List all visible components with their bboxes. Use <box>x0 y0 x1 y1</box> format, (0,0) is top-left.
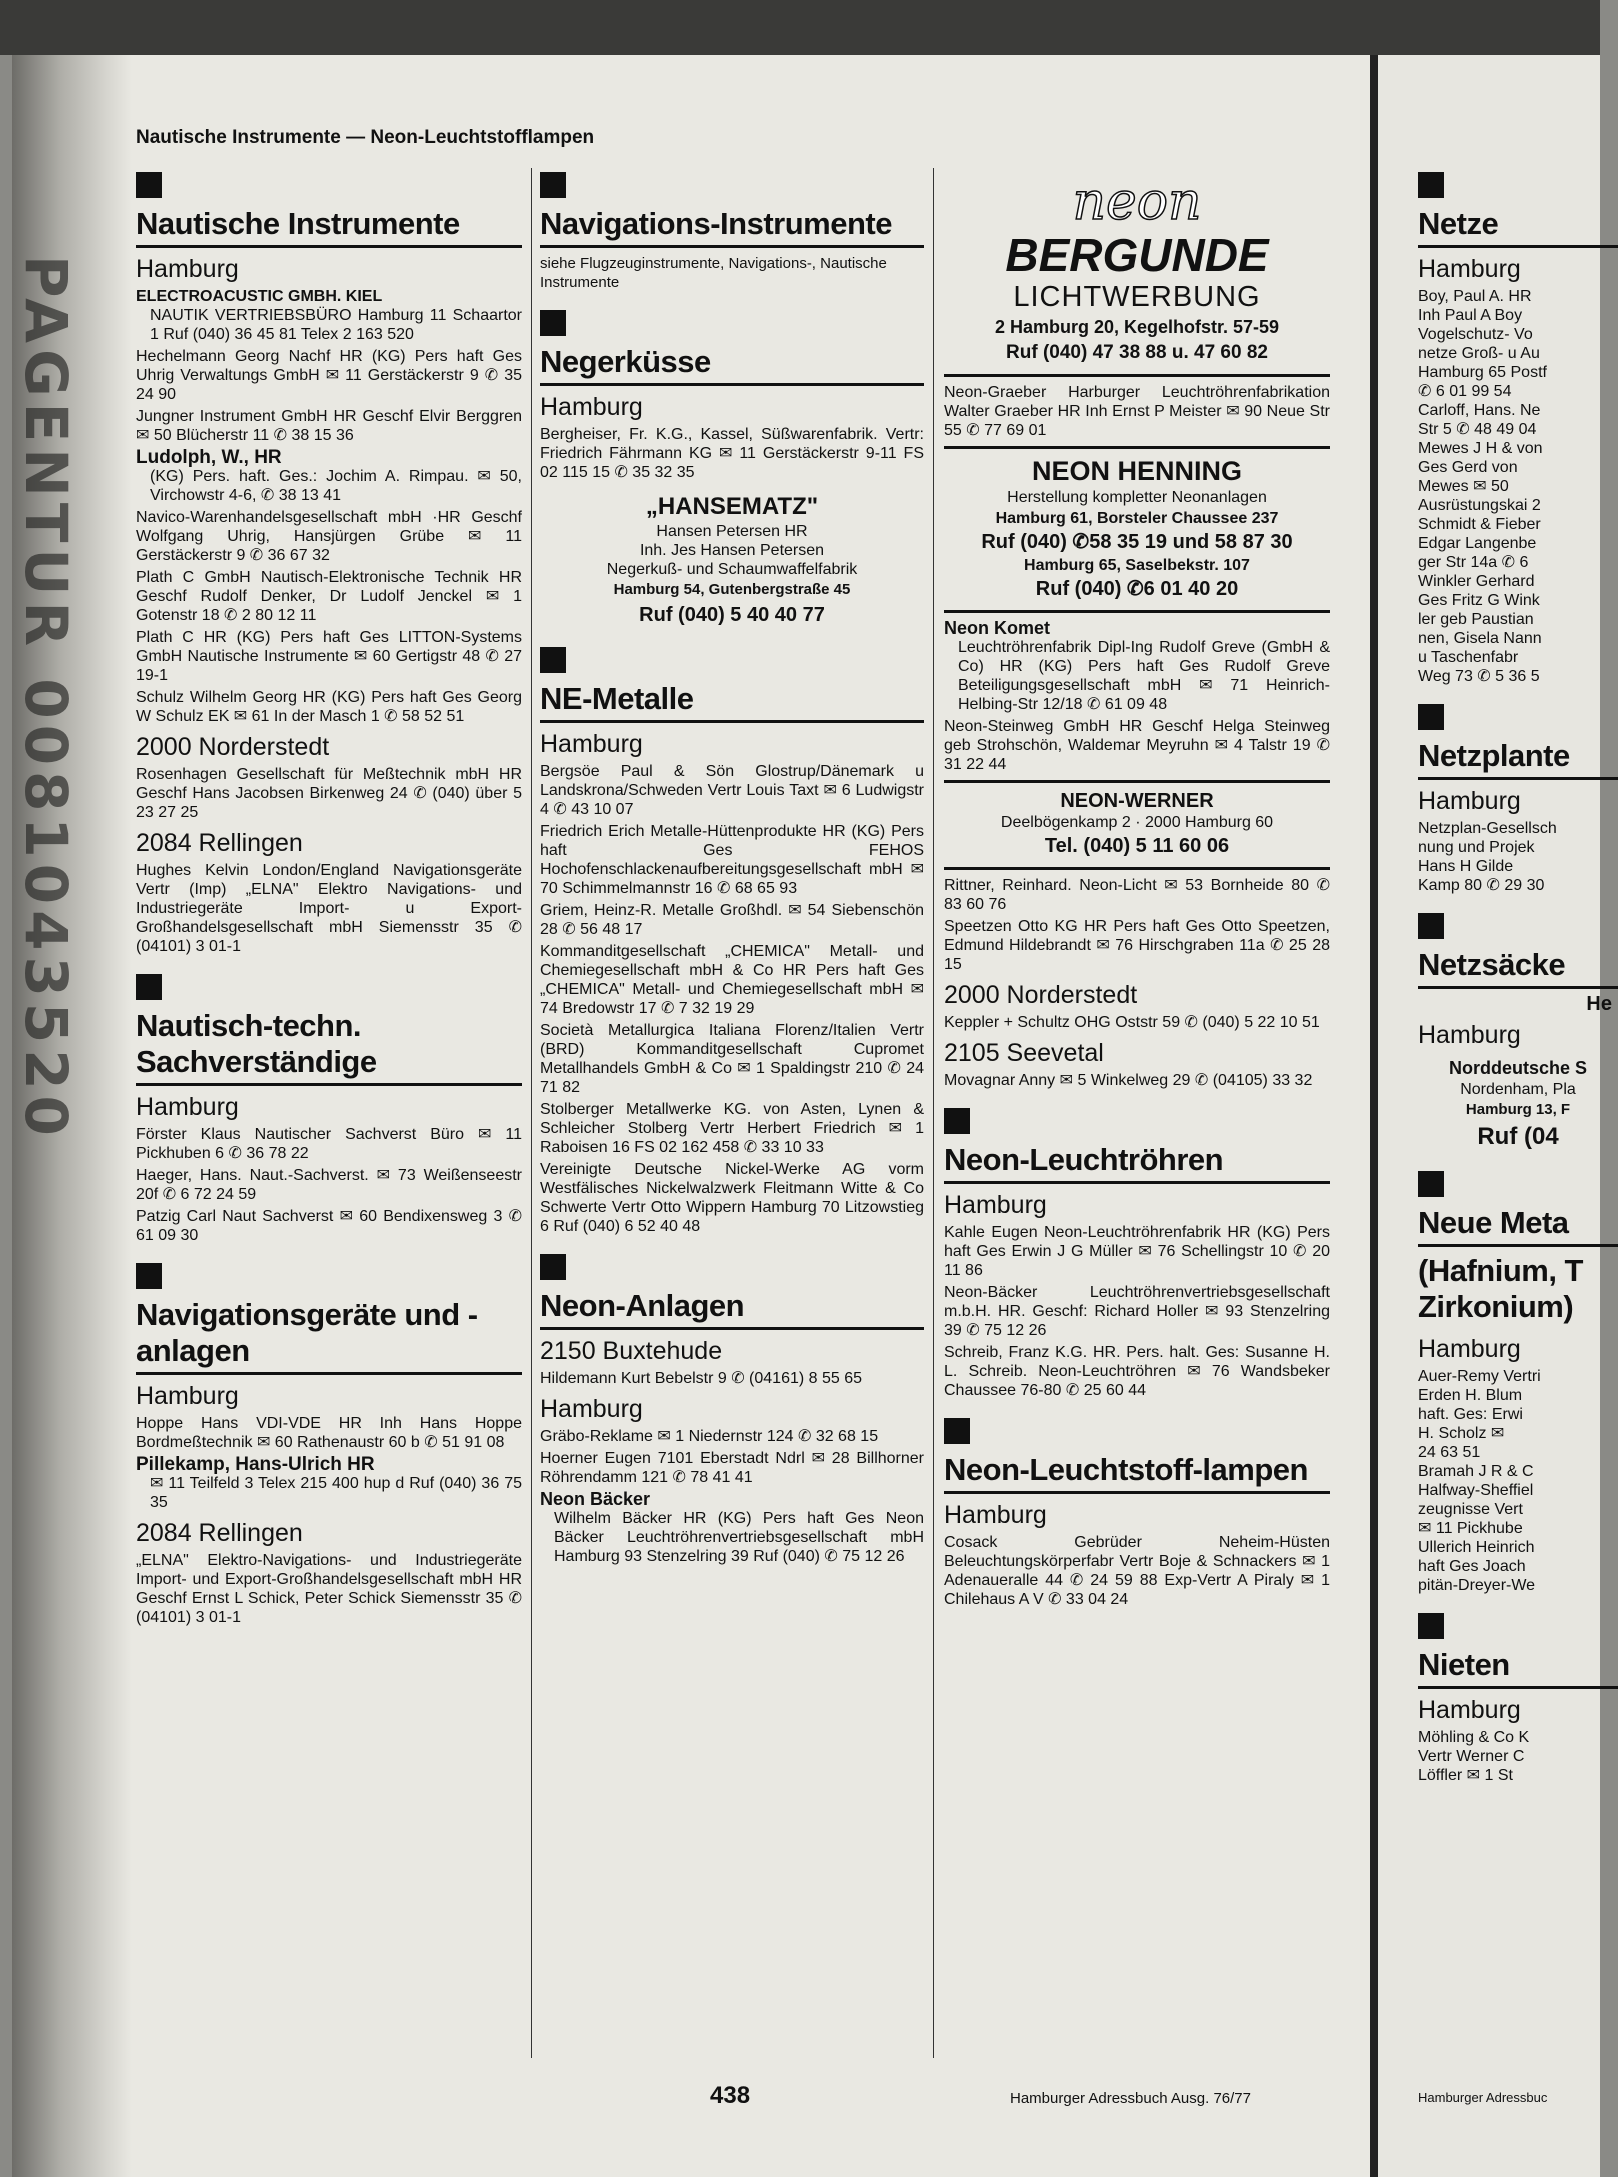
section-marker-icon <box>944 1108 970 1134</box>
entry-line: haft. Ges: Erwi <box>1418 1406 1523 1423</box>
section-marker-icon <box>540 1254 566 1280</box>
page-number: 438 <box>710 2082 751 2109</box>
entry-line: Möhling & Co K <box>1418 1729 1530 1746</box>
section-marker-icon <box>136 1263 162 1289</box>
city-heading: Hamburg <box>1418 1696 1521 1724</box>
section-subtitle: (Hafnium, T Zirkonium) <box>1418 1253 1583 1324</box>
column-1 <box>136 168 522 1630</box>
entry-line: ✉ 11 Pickhube <box>1418 1520 1523 1537</box>
city-heading: Hamburg <box>1418 1021 1521 1049</box>
list-item: Hechelmann Georg Nachf HR (KG) Pers haft Ges Uhrig Verwaltungs GmbH ✉ 11 Gerstäckerstr 9 ✆ 35 24 90 <box>136 348 522 403</box>
list-item: Plath C HR (KG) Pers haft Ges LITTON-Systems GmbH Nautische Instrumente ✉ 60 Gertigstr 48 ✆ 27 19-1 <box>136 629 522 684</box>
section-marker-icon <box>1418 1613 1444 1639</box>
city-heading: 2000 Norderstedt <box>944 981 1138 1009</box>
ad-heading-fragment: He <box>1586 993 1612 1015</box>
entry-line: Halfway-Sheffiel <box>1418 1482 1534 1499</box>
section-title: Navigations-Instrumente <box>540 206 924 248</box>
city-heading: 2105 Seevetal <box>944 1039 1104 1067</box>
section-netzplanung <box>1418 704 1618 895</box>
section-nautische-instrumente <box>136 172 522 956</box>
advertisement-neon-bergunde: neon BERGUNDE LICHTWERBUNG 2 Hamburg 20, Kegelhofstr. 57-59 Ruf (040) 47 38 88 u. 47 60 82 <box>944 168 1330 377</box>
section-marker-icon <box>136 172 162 198</box>
section-negerkuesse <box>540 310 924 629</box>
entry-line: Ges Gerd von <box>1418 459 1518 476</box>
entry-line: nung und Projek <box>1418 839 1535 856</box>
page-footer-right: Hamburger Adressbuc <box>1418 2090 1548 2105</box>
entry-line: Bramah J R & C <box>1418 1463 1534 1480</box>
section-title: Navigationsgeräte und -anlagen <box>136 1297 522 1375</box>
city-heading: 2084 Rellingen <box>136 1519 303 1547</box>
column-rule <box>933 168 934 2058</box>
column-4-right-page <box>1418 168 1618 1785</box>
ad-title: „HANSEMATZ" <box>645 493 819 520</box>
entry-line: u Taschenfabr <box>1418 649 1519 666</box>
section-marker-icon <box>540 172 566 198</box>
entry-line: Boy, Paul A. HR <box>1418 288 1532 305</box>
list-item: Neon-Steinweg GmbH HR Geschf Helga Steinweg geb Strohschön, Waldemar Meyruhn ✉ 4 Talstr 19 ✆ 31 22 44 <box>944 718 1330 773</box>
section-navigationsgeraete <box>136 1263 522 1627</box>
entry-line: Ges Fritz G Wink <box>1418 592 1540 609</box>
list-item: Vereinigte Deutsche Nickel-Werke AG vorm Westfälisches Nickelwalzwerk Fleitmann Witte & Co Schwerte Vertr Otto Wippern Hamburg 70 Litzowstieg 6 Ruf (040) 6 52 40 48 <box>540 1161 924 1235</box>
section-neon-leuchtstofflampen <box>944 1418 1330 1609</box>
entry-line: Edgar Langenbe <box>1418 535 1537 552</box>
city-heading: Hamburg <box>944 1191 1047 1219</box>
entry-line: zeugnisse Vert <box>1418 1501 1523 1518</box>
list-item: Förster Klaus Nautischer Sachverst Büro ✉ 11 Pickhuben 6 ✆ 36 78 22 <box>136 1126 522 1162</box>
list-item: Hughes Kelvin London/England Navigationsgeräte Vertr (Imp) „ELNA" Elektro Navigations- und Industriegeräte Import- u Export-Großhandelsgesellschaft mbH Siemensstr 35 ✆ (04101) 3 01-1 <box>136 862 522 955</box>
list-item: Schreib, Franz K.G. HR. Pers. halt. Ges: Susanne H. L. Schreib. Neon-Leuchtröhren ✉ 76 Wandsbeker Chaussee 76-80 ✆ 25 60 44 <box>944 1344 1330 1399</box>
section-navigations-instrumente <box>540 172 924 292</box>
advertisement-neon-werner: NEON-WERNER Deelbögenkamp 2 · 2000 Hamburg 60 Tel. (040) 5 11 60 06 <box>944 780 1330 870</box>
city-heading: Hamburg <box>540 393 643 421</box>
section-neon-anlagen <box>540 1254 924 1566</box>
section-marker-icon <box>1418 913 1444 939</box>
city-heading: Hamburg <box>540 730 643 758</box>
book-spine <box>12 55 132 2177</box>
city-heading: 2084 Rellingen <box>136 829 303 857</box>
list-item: Rittner, Reinhard. Neon-Licht ✉ 53 Bornheide 80 ✆ 83 60 76 <box>944 877 1330 913</box>
section-title: Netze <box>1418 206 1618 248</box>
entry-line: Weg 73 ✆ 5 36 5 <box>1418 668 1540 685</box>
entry-list <box>1418 1728 1618 1785</box>
list-item: Neon Bäcker Wilhelm Bäcker HR (KG) Pers haft Ges Neon Bäcker Leuchtröhrenvertriebsgesellschaft mbH Hamburg 93 Stenzelring 39 Ruf (040) ✆ 75 12 26 <box>540 1489 924 1565</box>
list-item: Speetzen Otto KG HR Pers haft Ges Otto Speetzen, Edmund Hildebrandt ✉ 76 Hirschgraben 11a ✆ 25 28 15 <box>944 918 1330 973</box>
section-title: Negerküsse <box>540 344 924 386</box>
list-item: Patzig Carl Naut Sachverst ✉ 60 Bendixensweg 3 ✆ 61 09 30 <box>136 1208 522 1244</box>
list-item: Schulz Wilhelm Georg HR (KG) Pers haft Ges Georg W Schulz EK ✉ 61 In der Masch 1 ✆ 58 52 51 <box>136 689 522 725</box>
section-nautisch-techn-sachverstaendige <box>136 974 522 1245</box>
column-rule <box>531 168 532 2058</box>
list-item: Keppler + Schultz OHG Oststr 59 ✆ (040) 5 22 10 51 <box>944 1014 1320 1031</box>
list-item: Cosack Gebrüder Neheim-Hüsten Beleuchtungskörperfabr Vertr Boje & Schnackers ✉ 1 Adenaueralle 44 ✆ 24 59 88 Exp-Vertr A Piraly ✉ 1 Chilehaus A V ✆ 33 04 24 <box>944 1534 1330 1608</box>
section-title: Nautische Instrumente <box>136 206 522 248</box>
list-item: Pillekamp, Hans-Ulrich HR ✉ 11 Teilfeld 3 Telex 215 400 hup d Ruf (040) 36 75 35 <box>136 1454 522 1511</box>
section-marker-icon <box>540 310 566 336</box>
entry-line: ✆ 6 01 99 54 <box>1418 383 1512 400</box>
section-neue-metalle <box>1418 1171 1618 1595</box>
list-item: Bergheiser, Fr. K.G., Kassel, Süßwarenfabrik. Vertr: Friedrich Fährmann KG ✉ 11 Gerstäckerstr 9-11 FS 02 115 15 ✆ 35 32 35 <box>540 426 924 481</box>
city-heading: Hamburg <box>136 255 239 283</box>
city-heading: 2000 Norderstedt <box>136 733 330 761</box>
section-marker-icon <box>1418 172 1444 198</box>
ad-title: NEON-WERNER <box>1060 790 1214 812</box>
entry-list <box>1418 819 1618 895</box>
city-heading: Hamburg <box>1418 787 1521 815</box>
section-title: Nautisch-techn. Sachverständige <box>136 1008 522 1086</box>
section-marker-icon <box>1418 1171 1444 1197</box>
list-item: Ludolph, W., HR (KG) Pers. haft. Ges.: Jochim A. Rimpau. ✉ 50, Virchowstr 4-6, ✆ 38 13 41 <box>136 447 522 504</box>
list-item: Neon Komet Leuchtröhrenfabrik Dipl-Ing Rudolf Greve (GmbH & Co) HR (KG) Pers haft Ges Rudolf Greve Beteiligungsgesellschaft mbH ✉ 71 Heinrich-Helbing-Str 12/18 ✆ 61 09 48 <box>944 618 1330 713</box>
page-footer: Hamburger Adressbuch Ausg. 76/77 <box>1010 2090 1251 2107</box>
list-item: Società Metallurgica Italiana Florenz/Italien Vertr (BRD) Kommanditgesellschaft Cupromet Metallhandels GmbH & Co ✉ 1 Spaldingstr 210 ✆ 24 71 82 <box>540 1022 924 1096</box>
scan-background-top <box>0 0 1600 55</box>
section-netze <box>1418 172 1618 686</box>
list-item: Hoppe Hans VDI-VDE HR Inh Hans Hoppe Bordmeßtechnik ✉ 60 Rathenaustr 60 b ✆ 51 91 08 <box>136 1415 522 1451</box>
list-item: Neon-Bäcker Leuchtröhrenvertriebsgesellschaft m.b.H. HR. Geschf: Richard Holler ✉ 93 Stenzelring 39 ✆ 75 12 26 <box>944 1284 1330 1339</box>
section-nieten <box>1418 1613 1618 1785</box>
section-marker-icon <box>540 647 566 673</box>
city-heading: Hamburg <box>540 1395 643 1423</box>
section-title: Netzsäcke <box>1418 947 1618 989</box>
city-heading: Hamburg <box>1418 255 1521 283</box>
city-heading: Hamburg <box>136 1382 239 1410</box>
city-heading: 2150 Buxtehude <box>540 1337 723 1365</box>
section-netzsaecke <box>1418 913 1618 1153</box>
list-item: Hildemann Kurt Bebelstr 9 ✆ (04161) 8 55 65 <box>540 1370 863 1387</box>
section-neon-leuchtroehren <box>944 1108 1330 1400</box>
section-title: Neon-Leuchtstoff-lampen <box>944 1452 1330 1494</box>
list-item: Gräbo-Reklame ✉ 1 Niedernstr 124 ✆ 32 68 15 <box>540 1428 879 1445</box>
entry-line: Erden H. Blum <box>1418 1387 1523 1404</box>
list-item: Bergsöe Paul & Sön Glostrup/Dänemark u Landskrona/Schweden Vertr Louis Taxt ✉ 6 Ludwigstr 4 ✆ 43 10 07 <box>540 763 924 818</box>
entry-line: Str 5 ✆ 48 49 04 <box>1418 421 1537 438</box>
section-title: NE-Metalle <box>540 681 924 723</box>
ad-title: BERGUNDE <box>1005 229 1269 281</box>
entry-list <box>1418 287 1618 686</box>
list-item: Movagnar Anny ✉ 5 Winkelweg 29 ✆ (04105) 33 32 <box>944 1072 1313 1089</box>
entry-list <box>1418 1367 1618 1595</box>
entry-line: Netzplan-Gesellsch <box>1418 820 1557 837</box>
ad-title: NEON HENNING <box>1031 456 1242 486</box>
entry-line: Kamp 80 ✆ 29 30 <box>1418 877 1545 894</box>
entry-line: Mewes ✉ 50 <box>1418 478 1509 495</box>
section-title: Neue Meta <box>1418 1205 1618 1247</box>
list-item: „ELNA" Elektro-Navigations- und Industriegeräte Import- und Export-Großhandelsgesellschaft mbH HR Geschf Ernst L Schick, Peter Schick Siemensstr 35 ✆ (04101) 3 01-1 <box>136 1552 522 1626</box>
entry-line: haft Ges Joach <box>1418 1558 1526 1575</box>
entry-line: Hans H Gilde <box>1418 858 1514 875</box>
city-heading: Hamburg <box>1418 1335 1521 1363</box>
city-heading: Hamburg <box>944 1501 1047 1529</box>
entry-line: Inh Paul A Boy <box>1418 307 1523 324</box>
entry-line: Mewes J H & von <box>1418 440 1543 457</box>
entry-line: Vertr Werner C <box>1418 1748 1525 1765</box>
entry-line: H. Scholz ✉ <box>1418 1425 1505 1442</box>
ad-logo-neon: neon <box>1072 172 1202 232</box>
column-2 <box>540 168 924 1569</box>
entry-line: Auer-Remy Vertri <box>1418 1368 1541 1385</box>
list-item: Plath C GmbH Nautisch-Elektronische Technik HR Geschf Rudolf Denker, Dr Ludolf Jenckel ✉ 1 Gotenstr 18 ✆ 2 80 12 11 <box>136 569 522 624</box>
entry-line: Winkler Gerhard <box>1418 573 1535 590</box>
cross-reference-note: siehe Flugzeuginstrumente, Navigations-, Nautische Instrumente <box>540 255 887 291</box>
list-item: Kahle Eugen Neon-Leuchtröhrenfabrik HR (KG) Pers haft Ges Erwin J G Müller ✉ 76 Schellingstr 10 ✆ 20 11 86 <box>944 1224 1330 1279</box>
entry-line: Hamburg 65 Postf <box>1418 364 1547 381</box>
entry-line: Ausrüstungskai 2 <box>1418 497 1541 514</box>
section-title: Netzplante <box>1418 738 1618 780</box>
entry-line: Ullerich Heinrich <box>1418 1539 1535 1556</box>
list-item: ELECTROACUSTIC GMBH. KIEL NAUTIK VERTRIEBSBÜRO Hamburg 11 Schaartor 1 Ruf (040) 36 45 81 Telex 2 163 520 <box>136 288 522 343</box>
entry-line: pitän-Dreyer-We <box>1418 1577 1536 1594</box>
entry-line: ler geb Paustian <box>1418 611 1534 628</box>
entry-line: Schmidt & Fieber <box>1418 516 1541 533</box>
list-item: Hoerner Eugen 7101 Eberstadt Ndrl ✉ 28 Billhorner Röhrendamm 121 ✆ 78 41 41 <box>540 1450 924 1486</box>
entry-line: nen, Gisela Nann <box>1418 630 1542 647</box>
entry-line: Vogelschutz- Vo <box>1418 326 1533 343</box>
entry-line: 24 63 51 <box>1418 1444 1481 1461</box>
section-title: Nieten <box>1418 1647 1618 1689</box>
entry-line: Löffler ✉ 1 St <box>1418 1767 1513 1784</box>
entry-line: netze Groß- u Au <box>1418 345 1540 362</box>
spine-stamp-text: PAGENTUR 0081043520 <box>12 255 80 1142</box>
entry-line: ger Str 14a ✆ 6 <box>1418 554 1529 571</box>
list-item: Rosenhagen Gesellschaft für Meßtechnik mbH HR Geschf Hans Jacobsen Birkenweg 24 ✆ (040) über 5 23 27 25 <box>136 766 522 821</box>
section-marker-icon <box>944 1418 970 1444</box>
list-item: Stolberger Metallwerke KG. von Asten, Lynen & Schleicher Stolberg Vertr Herbert Friedrich ✉ 1 Raboisen 16 FS 02 162 458 ✆ 33 10 33 <box>540 1101 924 1156</box>
column-3 <box>944 168 1330 1612</box>
list-item: Griem, Heinz-R. Metalle Großhdl. ✉ 54 Siebenschön 28 ✆ 56 48 17 <box>540 902 924 938</box>
section-title: Neon-Anlagen <box>540 1288 924 1330</box>
running-head: Nautische Instrumente — Neon-Leuchtstofflampen <box>136 127 595 148</box>
advertisement-norddeutsche: Norddeutsche S Nordenham, Pla Hamburg 13, F Ruf (04 <box>1448 1058 1588 1150</box>
list-item: Friedrich Erich Metalle-Hüttenprodukte HR (KG) Pers haft Ges FEHOS Hochofenschlackenaufbereitungsgesellschaft mbH ✉ 70 Schimmelmannstr 16 ✆ 68 65 93 <box>540 823 924 897</box>
list-item: Neon-Graeber Harburger Leuchtröhrenfabrikation Walter Graeber HR Inh Ernst P Meister ✉ 90 Neue Str 55 ✆ 77 69 01 <box>944 384 1330 439</box>
advertisement-hansematz: „HANSEMATZ" Hansen Petersen HR Inh. Jes Hansen Petersen Negerkuß- und Schaumwaffelfabrik Hamburg 54, Gutenbergstraße 45 Ruf (040) 5 40 40 77 <box>540 492 924 629</box>
section-title: Neon-Leuchtröhren <box>944 1142 1330 1184</box>
list-item: Jungner Instrument GmbH HR Geschf Elvir Berggren ✉ 50 Blücherstr 11 ✆ 38 15 36 <box>136 408 522 444</box>
section-marker-icon <box>1418 704 1444 730</box>
section-ne-metalle <box>540 647 924 1236</box>
list-item: Haeger, Hans. Naut.-Sachverst. ✉ 73 Weißenseestr 20f ✆ 6 72 24 59 <box>136 1167 522 1203</box>
list-item: Kommanditgesellschaft „CHEMICA" Metall- und Chemiegesellschaft mbH & Co HR Pers haft Ges „CHEMICA" Metall- und Chemiegesellschaft mbH ✉ 74 Bredowstr 17 ✆ 7 32 19 29 <box>540 943 924 1017</box>
list-item: Navico-Warenhandelsgesellschaft mbH ·HR Geschf Wolfgang Uhrig, Hansjürgen Grübe ✉ 11 Gerstäckerstr 9 ✆ 36 67 32 <box>136 509 522 564</box>
advertisement-neon-henning: NEON HENNING Herstellung kompletter Neonanlagen Hamburg 61, Borsteler Chaussee 237 Ruf (040) ✆58 35 19 und 58 87 30 Hamburg 65, Saselbekstr. 107 Ruf (040) ✆6 01 40 20 <box>944 446 1330 613</box>
entry-line: Carloff, Hans. Ne <box>1418 402 1541 419</box>
page-gutter <box>1370 55 1378 2177</box>
city-heading: Hamburg <box>136 1093 239 1121</box>
section-marker-icon <box>136 974 162 1000</box>
